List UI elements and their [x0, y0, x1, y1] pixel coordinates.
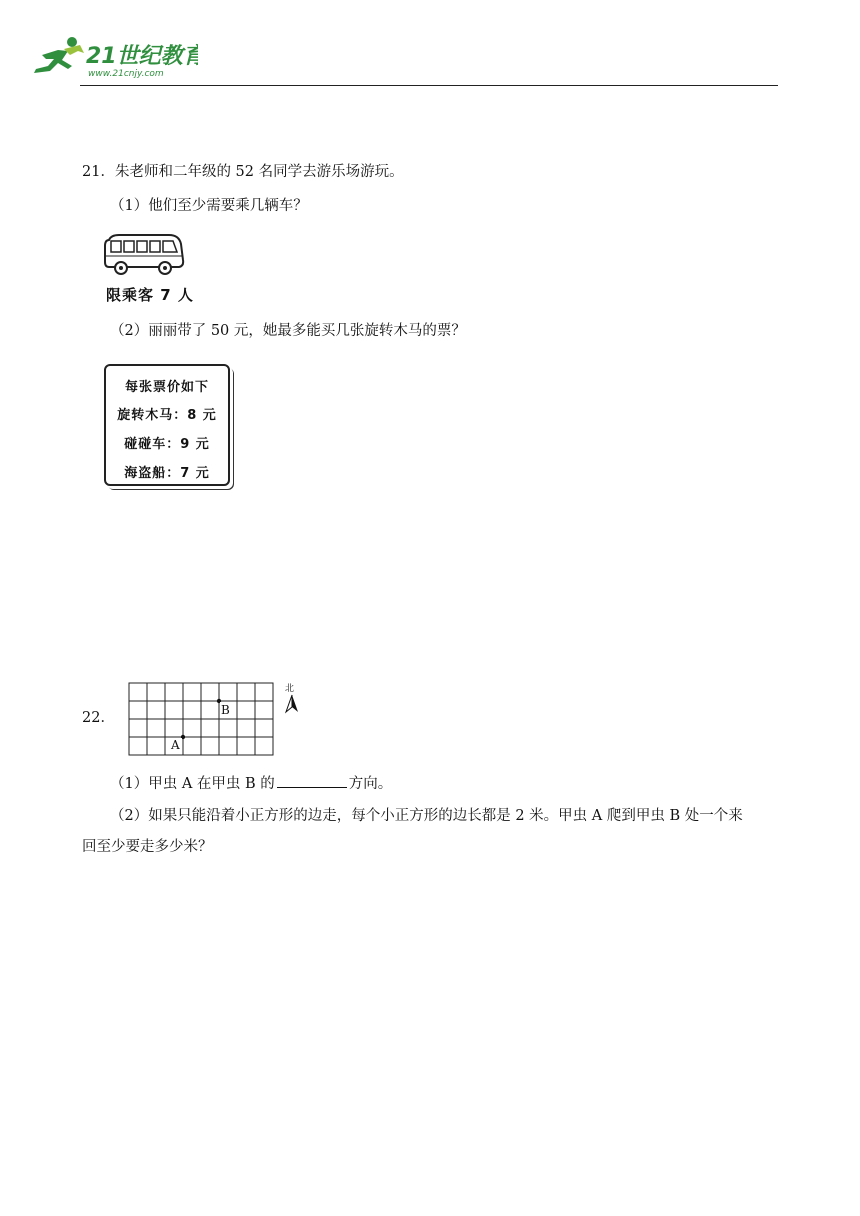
logo-url: www.21cnjy.com	[88, 69, 164, 79]
north-arrow	[284, 681, 300, 715]
answer-blank[interactable]	[277, 773, 347, 788]
point-a-label: A	[171, 738, 180, 752]
site-logo	[28, 33, 198, 81]
question-number: 21．	[82, 164, 115, 180]
price-item: 碰碰车：9 元	[124, 437, 210, 452]
question-text: 朱老师和二年级的 52 名同学去游乐场游玩。	[114, 164, 404, 180]
north-arrow-icon	[292, 695, 298, 712]
logo-text: 21世纪教育	[86, 44, 198, 69]
price-item: 海盗船：7 元	[124, 466, 210, 481]
question-number: 22．	[82, 710, 115, 726]
question-22-part-1: （1）甲虫 A 在甲虫 B 的 方向。	[110, 773, 392, 794]
price-sign-title: 每张票价如下	[124, 380, 209, 395]
question-22-part-2-line-1: （2）如果只能沿着小正方形的边走，每个小正方形的边长都是 2 米。甲虫 A 爬到甲虫 B 处一个来	[110, 808, 743, 824]
ticket-price-sign	[104, 364, 230, 486]
point-b-label: B	[221, 703, 230, 717]
question-21-part-1: （1）他们至少需要乘几辆车？	[110, 198, 308, 214]
bus-icon	[103, 232, 187, 276]
bus-capacity-caption: 限乘客 7 人	[106, 286, 194, 304]
runner-icon	[34, 37, 84, 73]
question-22-part-2-line-2: 回至少要走多少米？	[82, 839, 213, 855]
question-21-stem	[82, 162, 404, 182]
north-label: 北	[285, 684, 295, 694]
direction-grid	[128, 682, 276, 758]
price-item: 旋转木马：8 元	[117, 408, 217, 423]
header-divider	[80, 85, 778, 86]
question-21-part-2: （2）丽丽带了 50 元，她最多能买几张旋转木马的票？	[110, 323, 466, 339]
